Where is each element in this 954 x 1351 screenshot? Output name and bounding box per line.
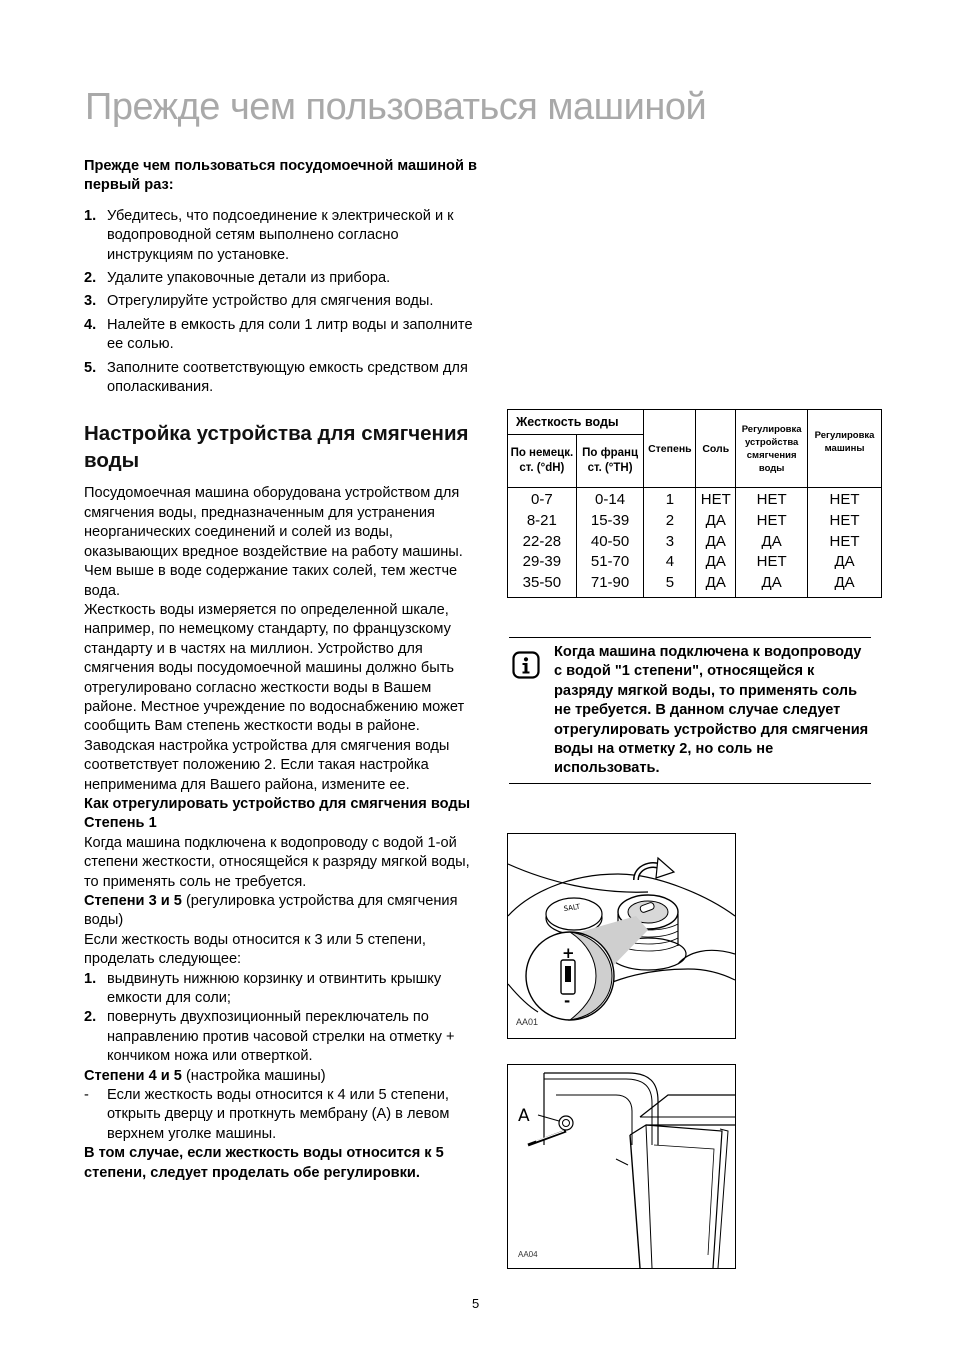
- paragraph: Посудомоечная машина оборудована устройством для смягчения воды, предназначенным для устранения неорганических соединений и солей из воды, оказывающих вредное воздействие на работу машины. Чем выше в воде содержание таких солей, тем жестче вода.: [84, 485, 463, 599]
- list-item: 3. Отрегулируйте устройство для смягчения воды.: [84, 293, 434, 310]
- list-item: 2. повернуть двухпозиционный переключатель по направлению против часовой стрелки на отметку + кончиком ножа или отверткой.: [84, 1009, 455, 1065]
- level35-line: Степени 3 и 5 (регулировка устройства для смягчения воды): [84, 893, 458, 929]
- table-col-french: 0-14 15-39 40-50 51-70 71-90: [576, 488, 644, 598]
- door-membrane-illustration: [507, 1064, 736, 1269]
- salt-container-illustration: [507, 833, 736, 1039]
- paragraph: Если жесткость воды относится к 3 или 5 степени, проделать следующее:: [84, 931, 426, 968]
- level1-heading: Степень 1: [84, 815, 157, 832]
- table-header-german: По немецк. ст. (°dH): [508, 435, 577, 488]
- final-note: В том случае, если жесткость воды относится к 5 степени, следует проделать обе регулировки.: [84, 1145, 444, 1181]
- how-heading: Как отрегулировать устройство для смягчения воды: [84, 795, 471, 812]
- table-group-header: Жесткость воды: [508, 410, 644, 435]
- water-hardness-table: [507, 409, 882, 598]
- intro-steps: [84, 207, 479, 398]
- list-item: 5. Заполните соответствующую емкость средством для ополаскивания.: [84, 359, 468, 396]
- paragraph: Заводская настройка устройства для смягчения воды соответствует положению 2. Если такая настройка неприменима для Вашего района, измените ее.: [84, 737, 450, 793]
- table-col-german: 0-7 8-21 22-28 29-39 35-50: [508, 488, 577, 598]
- membrane-label: A: [518, 1106, 530, 1126]
- salt-cap-label: SALT: [563, 902, 581, 913]
- list-item: - Если жесткость воды относится к 4 или 5 степени, открыть дверцу и проткнуть мембрану (A) в левом верхнем уголке машины.: [84, 1087, 450, 1142]
- info-note: [509, 637, 871, 784]
- paragraph: Жесткость воды измеряется по определенной шкале, например, по немецкому стандарту, по французскому стандарту и в частях на миллион. Устройство для смягчения воды посудомоечной машины должно быть отрегулировано согласно жесткости воды в Вашем районе. Местное учреждение по водоснабжению может сообщить Вам степень жесткости воды в районе.: [84, 601, 465, 735]
- table-col-softener: НЕТ НЕТ ДА НЕТ ДА: [736, 488, 808, 598]
- page-number: 5: [472, 1296, 480, 1311]
- door-membrane-drawing: [508, 1065, 735, 1268]
- table-header-softener: Регулировка устройства смягчения воды: [736, 410, 808, 488]
- table-body: [508, 488, 882, 598]
- table-col-machine: НЕТ НЕТ НЕТ ДА ДА: [808, 488, 882, 598]
- figure-code: AA04: [518, 1250, 538, 1259]
- left-column: [84, 157, 479, 1183]
- paragraph: Когда машина подключена к водопроводу с водой 1-ой степени жесткости, относящейся к разряду мягкой воды, то применять соль не требуется.: [84, 834, 470, 890]
- table-col-level: 1 2 3 4 5: [644, 488, 696, 598]
- list-item: 2. Удалите упаковочные детали из прибора.: [84, 270, 391, 287]
- list-item: 1. Убедитесь, что подсоединение к электрической и к водопроводной сетям выполнено согласно инструкциям по установке.: [84, 207, 454, 263]
- table-col-salt: НЕТ ДА ДА ДА ДА: [696, 488, 736, 598]
- minus-mark: -: [564, 992, 571, 1010]
- level45-line: Степени 4 и 5 (настройка машины): [84, 1067, 326, 1084]
- figure-code: AA01: [516, 1017, 539, 1027]
- salt-container-drawing: [508, 834, 735, 1038]
- table-header-salt: Соль: [696, 410, 736, 488]
- list-item: 1. выдвинуть нижнюю корзинку и отвинтить крышку емкости для соли;: [84, 970, 442, 1007]
- intro-heading: Прежде чем пользоваться посудомоечной машиной в первый раз:: [84, 158, 477, 194]
- plus-mark: +: [562, 944, 575, 962]
- table-header-level: Степень: [644, 410, 696, 488]
- list-item: 4. Налейте в емкость для соли 1 литр воды и заполните ее солью.: [84, 316, 473, 353]
- page-title: Прежде чем пользоваться машиной: [85, 86, 707, 128]
- table-header-french: По франц ст. (°TH): [576, 435, 644, 488]
- info-icon: [512, 651, 540, 679]
- section-heading: Настройка устройства для смягчения воды: [84, 422, 469, 473]
- table-header-machine: Регулировка машины: [808, 410, 882, 488]
- info-note-text: Когда машина подключена к водопроводу с водой "1 степени", относящейся к разряду мягкой воды, то применять соль не требуется. В данном случае следует отрегулировать устройство для смягчения воды на отметку 2, но соль не использовать.: [554, 644, 869, 777]
